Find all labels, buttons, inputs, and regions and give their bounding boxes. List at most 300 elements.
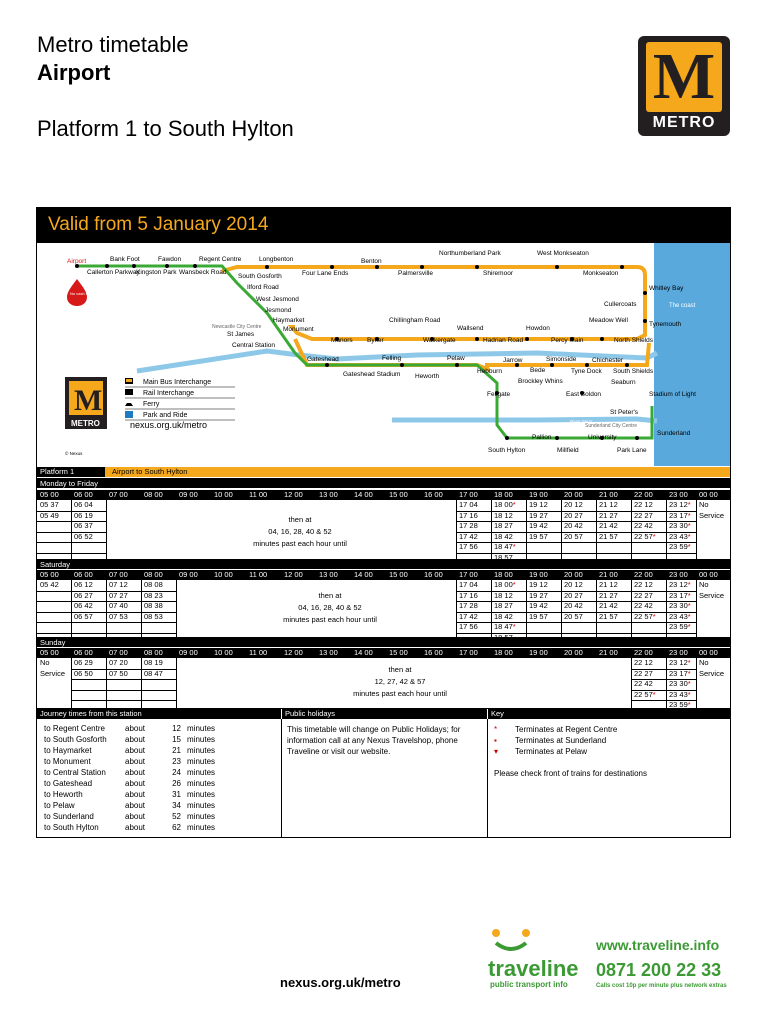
weekday-time: 18 00* (494, 500, 516, 509)
section-divider (281, 719, 282, 837)
route-label: Airport to South Hylton (112, 467, 188, 476)
key-item (494, 724, 647, 735)
hour-header-cell: 12 00 (284, 490, 303, 499)
hour-header-cell: 17 00 (459, 648, 478, 657)
traveline-subtitle: public transport info (490, 980, 568, 989)
weekday-time: 23 59* (669, 542, 691, 552)
journey-minutes-value: 34 (172, 801, 181, 810)
sunday-time: 06 29 (74, 658, 93, 667)
traveline-call-cost: Calls cost 10p per minute plus network extras (596, 983, 727, 989)
grid-line (631, 580, 632, 637)
weekday-time: Service (699, 510, 725, 520)
saturday-time: 07 53 (109, 611, 128, 621)
hour-header-cell: 07 00 (109, 490, 128, 499)
grid-line (456, 542, 696, 543)
saturday-time: 20 27 (564, 590, 583, 600)
journey-about: about (125, 801, 146, 810)
saturday-time: 19 42 (529, 601, 548, 611)
journey-about: about (125, 779, 146, 788)
hour-header-saturday (37, 570, 730, 580)
grid-line (456, 601, 696, 602)
journey-minutes-unit: minutes (187, 768, 216, 777)
saturday-note (250, 590, 410, 626)
saturday-time: 07 27 (109, 590, 128, 600)
key-symbol: ▾ (494, 747, 499, 756)
grid-line (71, 580, 72, 637)
station-hadrian-road: Hadrian Road (483, 337, 524, 344)
station-whitley-bay: Whitley Bay (649, 285, 684, 292)
journey-minutes-unit: minutes (187, 757, 216, 766)
sunday-note-line2: 12, 27, 42 & 57 (374, 677, 426, 686)
saturday-time: 18 00* (494, 580, 516, 589)
rail-interchange-icon (125, 389, 133, 395)
nexus-copyright: © Nexus (65, 451, 83, 456)
weekday-time: 17 42 (459, 531, 478, 541)
grid-line (456, 532, 696, 533)
sunday-time: 23 43* (669, 689, 691, 699)
grid-line (37, 521, 106, 522)
journey-minutes-unit: minutes (187, 801, 216, 810)
saturday-time: 19 12 (529, 580, 548, 589)
valid-from-banner: Valid from 5 January 2014 (36, 207, 731, 243)
saturday-time: No (699, 580, 709, 589)
sunday-time: 22 57* (634, 689, 656, 699)
hour-header-cell: 22 00 (634, 490, 653, 499)
river-wear (392, 419, 657, 421)
sunday-time: 22 42 (634, 679, 653, 689)
weekday-time: 06 37 (74, 521, 93, 531)
station-south-gosforth: South Gosforth (238, 273, 282, 280)
station-longbenton: Longbenton (259, 256, 294, 263)
station-millfield: Millfield (557, 447, 579, 454)
legend-ferry: Ferry (143, 401, 160, 408)
journey-minutes-unit: minutes (187, 746, 216, 755)
station-shiremoor: Shiremoor (483, 270, 513, 277)
hour-header-cell: 19 00 (529, 570, 548, 579)
journey-time-row (44, 734, 215, 745)
grid-line (456, 612, 696, 613)
hour-header-cell: 22 00 (634, 570, 653, 579)
key-heading: Key (488, 709, 730, 719)
grid-line (456, 633, 696, 634)
journey-minutes-value: 21 (172, 746, 181, 755)
journey-minutes-unit: minutes (187, 724, 216, 733)
grid-line (696, 580, 697, 637)
sunday-time: No (40, 658, 50, 667)
weekday-time: 21 57 (599, 531, 618, 541)
weekday-time: 06 52 (74, 531, 93, 541)
saturday-time: 18 12 (494, 590, 513, 600)
hour-header-cell: 19 00 (529, 490, 548, 499)
station-pallion: Pallion (532, 434, 552, 441)
legend-metro-logo-word: METRO (71, 419, 100, 428)
terminates-marker: * (652, 689, 656, 699)
label-sunderland-city-centre: Sunderland City Centre (585, 423, 637, 429)
sunday-time: 06 50 (74, 668, 93, 678)
label-the-coast: The coast (669, 303, 696, 309)
journey-destination: to Monument (44, 757, 91, 766)
sunday-time: 07 50 (109, 668, 128, 678)
grid-line (71, 669, 176, 670)
hour-header-cell: 05 00 (40, 490, 59, 499)
weekday-note-line1: then at (288, 515, 312, 524)
grid-line (37, 612, 176, 613)
station-park-lane: Park Lane (617, 447, 647, 454)
journey-about: about (125, 735, 146, 744)
traveline-smile-icon (486, 925, 538, 955)
legend-metro-logo-letter: M (74, 384, 103, 417)
station-chichester: Chichester (592, 357, 624, 364)
terminates-marker: * (652, 531, 656, 541)
traveline-website[interactable]: www.traveline.info (596, 937, 720, 953)
key-text: Terminates at Regent Centre (515, 725, 618, 734)
station-fawdon: Fawdon (158, 256, 182, 263)
journey-about: about (125, 812, 146, 821)
terminates-marker: * (687, 510, 691, 520)
key-note: Please check front of trains for destinations (494, 769, 647, 778)
grid-line (37, 553, 106, 554)
journey-destination: to South Hylton (44, 823, 99, 832)
key-text: Terminates at Sunderland (515, 736, 607, 745)
saturday-time: 23 43* (669, 611, 691, 621)
grid-line (71, 500, 72, 559)
journey-about: about (125, 768, 146, 777)
saturday-time: 21 57 (599, 611, 618, 621)
station-simonside: Simonside (546, 356, 577, 363)
weekday-time: 05 49 (40, 510, 59, 520)
saturday-time: 08 23 (144, 590, 163, 600)
station-percy-main: Percy Main (551, 337, 584, 344)
traveline-phone[interactable]: 0871 200 22 33 (596, 960, 722, 980)
weekday-label: Monday to Friday (37, 478, 730, 488)
grid-line (71, 700, 176, 701)
weekday-time: 17 04 (459, 500, 478, 509)
saturday-time: 20 42 (564, 601, 583, 611)
metro-logo (638, 36, 730, 136)
terminates-marker: * (687, 611, 691, 621)
station-jarrow: Jarrow (503, 357, 523, 364)
weekday-time: 18 57 (494, 553, 513, 562)
hour-header-cell: 18 00 (494, 570, 513, 579)
grid-line (666, 500, 667, 559)
weekday-note-line2: 04, 16, 28, 40 & 52 (268, 527, 332, 536)
station-west-jesmond: West Jesmond (256, 296, 299, 303)
grid-line (596, 580, 597, 637)
hour-header-cell: 10 00 (214, 648, 233, 657)
terminates-marker: * (687, 580, 691, 589)
saturday-time: 06 27 (74, 590, 93, 600)
saturday-time: 20 57 (564, 611, 583, 621)
station-gateshead: Gateshead (307, 356, 339, 363)
weekday-time: 06 04 (74, 500, 93, 509)
weekday-time: 23 30* (669, 521, 691, 531)
journey-about: about (125, 724, 146, 733)
hour-header-cell: 06 00 (74, 648, 93, 657)
weekday-time: 22 57* (634, 531, 656, 541)
hour-header-cell: 18 00 (494, 648, 513, 657)
hour-header-cell: 05 00 (40, 648, 59, 657)
journey-time-row (44, 723, 215, 734)
journey-minutes-value: 24 (172, 768, 181, 777)
key-item (494, 746, 647, 757)
station-fellgate: Fellgate (487, 391, 511, 398)
station-manors: Manors (331, 337, 353, 344)
weekday-time: 19 12 (529, 500, 548, 509)
station-regent-centre: Regent Centre (199, 256, 242, 263)
journey-minutes-value: 15 (172, 735, 181, 744)
grid-line (526, 500, 527, 559)
weekday-time: 17 56 (459, 542, 478, 552)
grid-line (106, 500, 107, 559)
grid-line (526, 580, 527, 637)
grid-line (631, 690, 696, 691)
station-palmersville: Palmersville (398, 270, 434, 277)
hour-header-cell: 16 00 (424, 570, 443, 579)
weekday-time: 18 27 (494, 521, 513, 531)
saturday-time: Service (699, 590, 725, 600)
grid-line (491, 500, 492, 559)
terminates-marker: * (687, 590, 691, 600)
hour-header-cell: 09 00 (179, 648, 198, 657)
hour-header-cell: 14 00 (354, 648, 373, 657)
hour-header-weekday (37, 490, 730, 500)
grid-line (596, 500, 597, 559)
saturday-time: 22 57* (634, 611, 656, 621)
hour-header-cell: 10 00 (214, 490, 233, 499)
terminates-marker: * (687, 622, 691, 632)
weekday-time: 23 43* (669, 531, 691, 541)
saturday-time: 07 12 (109, 580, 128, 589)
journey-destination: to Sunderland (44, 812, 94, 821)
hour-header-cell: 14 00 (354, 490, 373, 499)
sunday-time: Service (699, 668, 725, 678)
timetable-route-header (37, 467, 730, 477)
station-wallsend: Wallsend (457, 325, 484, 332)
weekday-time: 17 16 (459, 510, 478, 520)
station-pelaw: Pelaw (447, 355, 465, 362)
journey-minutes-unit: minutes (187, 779, 216, 788)
hour-header-cell: 00 00 (699, 570, 718, 579)
journey-minutes-value: 26 (172, 779, 181, 788)
hour-header-cell: 16 00 (424, 648, 443, 657)
sunday-note-line3: minutes past each hour until (353, 689, 447, 698)
station-bank-foot: Bank Foot (110, 256, 140, 263)
station-jesmond: Jesmond (265, 307, 292, 314)
hour-header-cell: 08 00 (144, 648, 163, 657)
grid-line (456, 500, 457, 559)
hour-header-cell: 12 00 (284, 648, 303, 657)
saturday-time: 06 42 (74, 601, 93, 611)
station-monkseaton: Monkseaton (583, 270, 619, 277)
grid-line (71, 690, 176, 691)
weekday-time: 22 12 (634, 500, 653, 509)
sunday-time: 22 12 (634, 658, 653, 667)
weekday-time: 23 12* (669, 500, 691, 509)
weekday-time: 20 42 (564, 521, 583, 531)
grid-line (37, 591, 176, 592)
key-list (494, 724, 647, 779)
title-station: Airport (37, 60, 111, 85)
grid-line (456, 553, 696, 554)
journey-minutes-unit: minutes (187, 812, 216, 821)
weekday-time: 21 27 (599, 510, 618, 520)
saturday-note-line3: minutes past each hour until (283, 615, 377, 624)
saturday-time: 07 40 (109, 601, 128, 611)
journey-about: about (125, 746, 146, 755)
grid-line (491, 580, 492, 637)
hour-header-cell: 10 00 (214, 570, 233, 579)
station-kingston-park: Kingston Park (136, 269, 177, 276)
station-callerton-parkway: Callerton Parkway (87, 269, 140, 276)
grid-line (456, 521, 696, 522)
weekday-time: No (699, 500, 709, 509)
saturday-time: 17 28 (459, 601, 478, 611)
label-newcastle-city-centre: Newcastle City Centre (212, 324, 262, 330)
weekday-time: 19 27 (529, 510, 548, 520)
metro-network-map (37, 243, 730, 466)
terminates-marker: * (512, 542, 516, 552)
saturday-time: 22 12 (634, 580, 653, 589)
grid-line (37, 601, 176, 602)
journey-about: about (125, 757, 146, 766)
grid-line (631, 500, 632, 559)
weekday-time: 20 12 (564, 500, 583, 509)
grid-line (37, 622, 176, 623)
hour-header-cell: 11 00 (249, 570, 268, 579)
station-hebburn: Hebburn (477, 368, 502, 375)
grid-line (561, 500, 562, 559)
saturday-time: 22 27 (634, 590, 653, 600)
weekday-time: 19 42 (529, 521, 548, 531)
saturday-time: 18 42 (494, 611, 513, 621)
grid-line (141, 580, 142, 637)
hour-header-cell: 07 00 (109, 570, 128, 579)
sunday-time: 23 30* (669, 679, 691, 689)
station-walkergate: Walkergate (423, 337, 456, 344)
journey-minutes-unit: minutes (187, 735, 216, 744)
hour-header-cell: 20 00 (564, 648, 583, 657)
hour-header-sunday (37, 648, 730, 658)
saturday-time: 17 56 (459, 622, 478, 632)
terminates-marker: * (687, 542, 691, 552)
hour-header-cell: 15 00 (389, 490, 408, 499)
grid-line (176, 580, 177, 637)
saturday-time: 17 42 (459, 611, 478, 621)
station-bede: Bede (530, 367, 546, 374)
station-south-shields: South Shields (613, 368, 654, 375)
terminates-marker: * (687, 500, 691, 509)
weekday-note-line3: minutes past each hour until (253, 539, 347, 548)
terminates-marker: * (687, 521, 691, 531)
station-four-lane-ends: Four Lane Ends (302, 270, 349, 277)
journey-time-row (44, 756, 215, 767)
saturday-time: 17 16 (459, 590, 478, 600)
hour-header-cell: 11 00 (249, 648, 268, 657)
hour-header-cell: 09 00 (179, 490, 198, 499)
terminates-marker: * (652, 611, 656, 621)
key-item (494, 735, 647, 746)
hour-header-cell: 20 00 (564, 490, 583, 499)
terminates-marker: * (687, 601, 691, 611)
ferry-icon (125, 403, 133, 406)
hour-header-cell: 15 00 (389, 648, 408, 657)
terminates-marker: * (687, 700, 691, 710)
station-seaburn: Seaburn (611, 379, 636, 386)
station-northumberland-park: Northumberland Park (439, 250, 501, 257)
hour-header-cell: 00 00 (699, 490, 718, 499)
grid-line (456, 622, 696, 623)
footer-nexus-url[interactable]: nexus.org.uk/metro (280, 975, 401, 990)
saturday-time: 18 27 (494, 601, 513, 611)
metro-logo-word: METRO (652, 114, 716, 131)
hour-header-cell: 08 00 (144, 570, 163, 579)
sunday-time: No (699, 658, 709, 667)
station-st-james: St James (227, 331, 255, 338)
station-brockley-whins: Brockley Whins (518, 378, 563, 385)
hour-header-cell: 14 00 (354, 570, 373, 579)
public-holidays-heading: Public holidays (282, 709, 487, 719)
journey-minutes-unit: minutes (187, 823, 216, 832)
journey-destination: to Pelaw (44, 801, 75, 810)
weekday-time: 18 42 (494, 531, 513, 541)
sunday-time: 23 59* (669, 700, 691, 710)
legend-url[interactable]: nexus.org.uk/metro (130, 420, 208, 430)
station-heworth: Heworth (415, 373, 440, 380)
public-holidays-text: This timetable will change on Public Holidays; for information call at any Nexus Travelshop, phone Traveline or visit our website. (287, 725, 461, 756)
journey-times-heading: Journey times from this station (37, 709, 281, 719)
station-monument: Monument (283, 326, 314, 333)
saturday-time: 08 08 (144, 580, 163, 589)
station-benton: Benton (361, 258, 382, 265)
station-tynemouth: Tynemouth (649, 321, 682, 328)
label-no-cash-sales: No cash sales (70, 291, 96, 296)
journey-minutes-unit: minutes (187, 790, 216, 799)
journey-destination: to South Gosforth (44, 735, 107, 744)
journey-destination: to Regent Centre (44, 724, 105, 733)
station-university: University (588, 434, 617, 441)
sunday-note-line1: then at (388, 665, 412, 674)
journey-destination: to Central Station (44, 768, 106, 777)
weekday-time: 17 28 (459, 521, 478, 531)
hour-header-cell: 18 00 (494, 490, 513, 499)
saturday-time: 19 27 (529, 590, 548, 600)
grid-line (456, 511, 696, 512)
hour-header-cell: 21 00 (599, 648, 618, 657)
sunday-time: 07 20 (109, 658, 128, 667)
metro-logo-letter: M (646, 42, 722, 112)
grid-line (176, 658, 177, 708)
grid-line (561, 580, 562, 637)
saturday-time: 23 30* (669, 601, 691, 611)
journey-time-row (44, 745, 215, 756)
station-gateshead-stadium: Gateshead Stadium (343, 371, 401, 378)
hour-header-cell: 17 00 (459, 490, 478, 499)
journey-minutes-value: 31 (172, 790, 181, 799)
saturday-time: 18 47* (494, 622, 516, 632)
station-sunderland: Sunderland (657, 430, 691, 437)
weekday-time: 06 19 (74, 510, 93, 520)
park-and-ride-icon (125, 411, 133, 418)
saturday-time: 21 27 (599, 590, 618, 600)
hour-header-cell: 13 00 (319, 490, 338, 499)
station-north-shields: North Shields (614, 337, 654, 344)
weekday-note (240, 514, 360, 550)
saturday-time: 18 57 (494, 633, 513, 642)
journey-minutes-value: 62 (172, 823, 181, 832)
terminates-marker: * (687, 668, 691, 678)
hour-header-cell: 08 00 (144, 490, 163, 499)
hour-header-cell: 06 00 (74, 490, 93, 499)
